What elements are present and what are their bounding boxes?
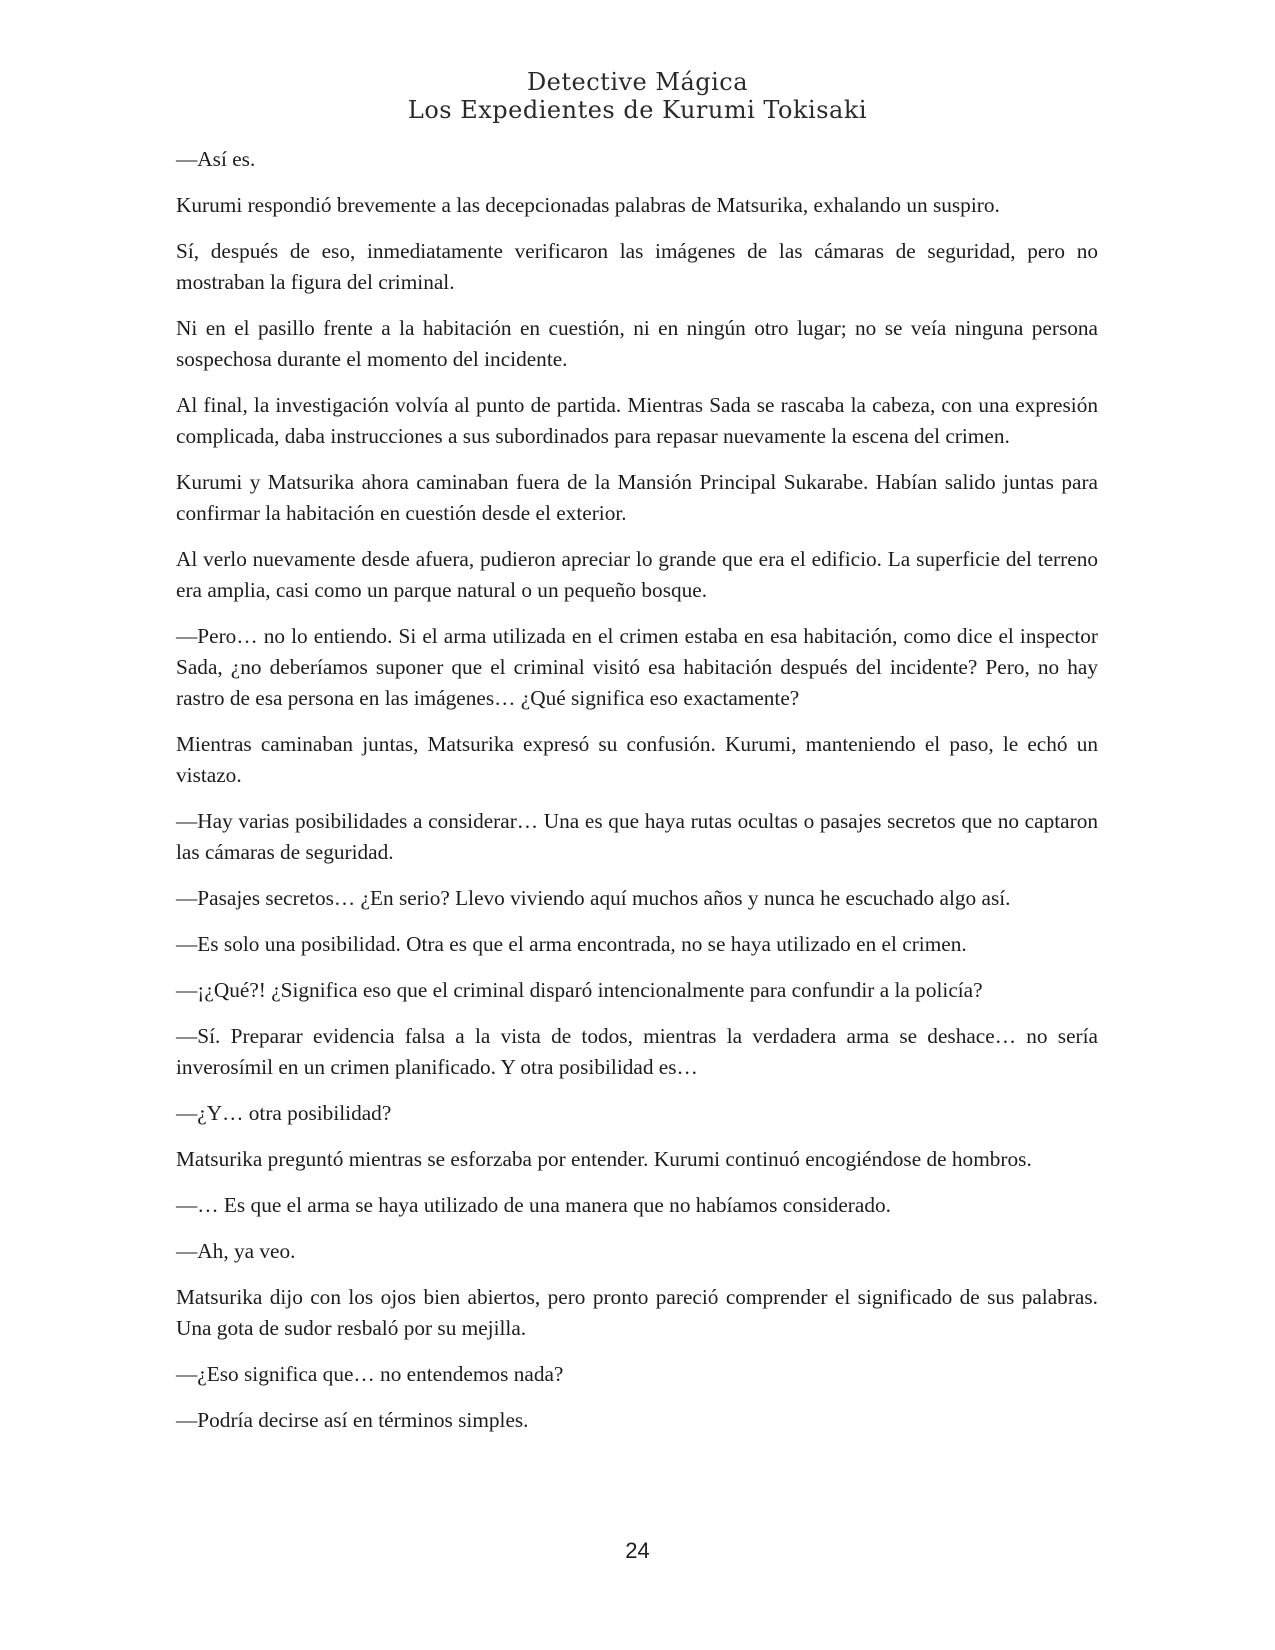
paragraph: Kurumi y Matsurika ahora caminaban fuera de la Mansión Principal Sukarabe. Habían salido juntas para confirmar la habitación en cuestión desde el exterior. [176, 470, 1098, 525]
paragraph: Kurumi respondió brevemente a las decepcionadas palabras de Matsurika, exhalando un suspiro. [176, 193, 1000, 217]
paragraph: Al final, la investigación volvía al punto de partida. Mientras Sada se rascaba la cabeza, con una expresión complicada, daba instrucciones a sus subordinados para repasar nuevamente la escena del crimen. [176, 393, 1098, 448]
paragraph: Al verlo nuevamente desde afuera, pudieron apreciar lo grande que era el edificio. La superficie del terreno era amplia, casi como un parque natural o un pequeño bosque. [176, 547, 1098, 602]
paragraph: —Pero… no lo entiendo. Si el arma utilizada en el crimen estaba en esa habitación, como dice el inspector Sada, ¿no deberíamos suponer que el criminal visitó esa habitación después del incidente? Pero, no hay rastro de esa persona en las imágenes… ¿Qué significa eso exactamente? [176, 624, 1098, 710]
body-text [176, 144, 1098, 1451]
page-number: 24 [625, 1538, 650, 1563]
paragraph: Matsurika dijo con los ojos bien abiertos, pero pronto pareció comprender el significado de sus palabras. Una gota de sudor resbaló por su mejilla. [176, 1285, 1098, 1340]
paragraph: —Ah, ya veo. [176, 1239, 296, 1263]
paragraph: —… Es que el arma se haya utilizado de una manera que no habíamos considerado. [176, 1193, 891, 1217]
paragraph: —Es solo una posibilidad. Otra es que el arma encontrada, no se haya utilizado en el crimen. [176, 932, 967, 956]
paragraph: —¿Eso significa que… no entendemos nada? [176, 1362, 564, 1386]
paragraph: —¡¿Qué?! ¿Significa eso que el criminal disparó intencionalmente para confundir a la policía? [176, 978, 983, 1002]
paragraph: Ni en el pasillo frente a la habitación en cuestión, ni en ningún otro lugar; no se veía ninguna persona sospechosa durante el momento del incidente. [176, 316, 1098, 371]
book-title: Detective Mágica [526, 68, 749, 96]
paragraph: —Así es. [176, 147, 256, 171]
paragraph: Sí, después de eso, inmediatamente verificaron las imágenes de las cámaras de seguridad, pero no mostraban la figura del criminal. [176, 239, 1098, 294]
paragraph: Matsurika preguntó mientras se esforzaba por entender. Kurumi continuó encogiéndose de hombros. [176, 1147, 1032, 1171]
paragraph: —Sí. Preparar evidencia falsa a la vista de todos, mientras la verdadera arma se deshace… no sería inverosímil en un crimen planificado. Y otra posibilidad es… [176, 1024, 1098, 1079]
paragraph: —Hay varias posibilidades a considerar… Una es que haya rutas ocultas o pasajes secretos que no captaron las cámaras de seguridad. [176, 809, 1098, 864]
book-subtitle: Los Expedientes de Kurumi Tokisaki [407, 96, 868, 124]
paragraph: Mientras caminaban juntas, Matsurika expresó su confusión. Kurumi, manteniendo el paso, le echó un vistazo. [176, 732, 1098, 787]
running-header [0, 68, 1275, 124]
paragraph: —¿Y… otra posibilidad? [176, 1101, 392, 1125]
paragraph: —Pasajes secretos… ¿En serio? Llevo viviendo aquí muchos años y nunca he escuchado algo así. [176, 886, 1011, 910]
paragraph: —Podría decirse así en términos simples. [176, 1408, 529, 1432]
